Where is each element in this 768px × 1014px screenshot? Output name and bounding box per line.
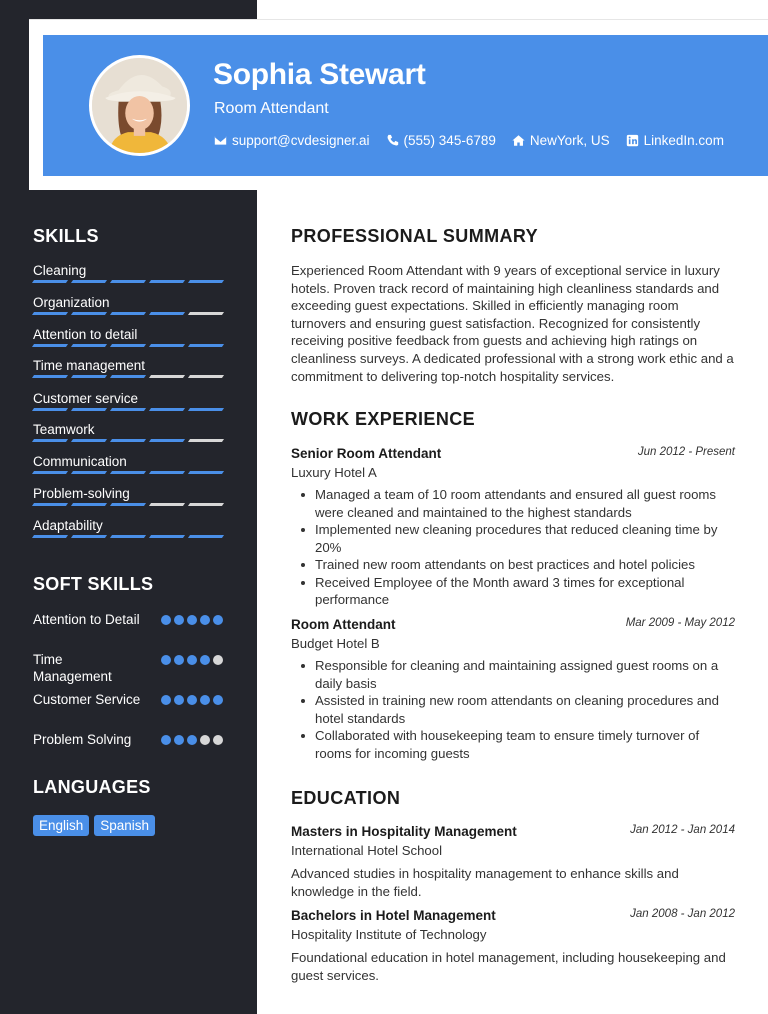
job-bullet: Implemented new cleaning procedures that reduced cleaning time by 20% xyxy=(291,521,735,556)
education-dates: Jan 2012 - Jan 2014 xyxy=(630,824,735,836)
degree-title: Masters in Hospitality Management xyxy=(291,824,517,839)
soft-skill-item xyxy=(33,611,223,628)
skills-heading: SKILLS xyxy=(33,226,99,246)
degree-title: Bachelors in Hotel Management xyxy=(291,908,496,923)
skill-label: Attention to detail xyxy=(33,327,138,342)
skill-bar-segment xyxy=(149,439,185,442)
education-header xyxy=(291,824,735,842)
job-header xyxy=(291,617,735,635)
skill-bar-segment xyxy=(149,408,185,411)
education-description: Foundational education in hotel management, including housekeeping and guest services. xyxy=(291,950,726,983)
job-dates: Jun 2012 - Present xyxy=(637,446,735,458)
linkedin-text: LinkedIn.com xyxy=(643,133,724,148)
job-bullet: Managed a team of 10 room attendants and ensured all guest rooms were cleaned and maintained to the highest standards xyxy=(291,486,735,521)
home-icon xyxy=(512,134,525,147)
skill-item xyxy=(33,295,223,310)
skill-bar-segment xyxy=(188,503,224,506)
skill-bar-segment xyxy=(71,439,107,442)
skill-item xyxy=(33,263,223,278)
skill-bar-segment xyxy=(71,503,107,506)
skill-bar-segment xyxy=(188,408,224,411)
rating-dot xyxy=(161,695,171,705)
skill-item xyxy=(33,422,223,437)
skill-item xyxy=(33,358,223,373)
contact-linkedin[interactable] xyxy=(626,133,724,148)
job-organization: Budget Hotel B xyxy=(291,636,380,651)
skill-bar xyxy=(33,439,223,442)
soft-skills-heading: SOFT SKILLS xyxy=(33,574,154,594)
skill-bar-segment xyxy=(32,344,68,347)
skill-bar-segment xyxy=(149,280,185,283)
skill-bar-segment xyxy=(149,312,185,315)
skill-bar-segment xyxy=(32,312,68,315)
job-entry xyxy=(291,617,735,762)
job-bullets xyxy=(291,657,735,762)
languages-heading: LANGUAGES xyxy=(33,777,151,797)
skill-bar-segment xyxy=(32,375,68,378)
skill-bar-segment xyxy=(110,535,146,538)
skill-bar-segment xyxy=(71,471,107,474)
rating-dot xyxy=(213,615,223,625)
skill-bar-segment xyxy=(110,375,146,378)
profile-photo xyxy=(92,58,187,153)
skill-bar xyxy=(33,471,223,474)
job-bullet: Assisted in training new room attendants on cleaning procedures and hotel standards xyxy=(291,692,735,727)
skill-bar-segment xyxy=(32,408,68,411)
skill-bar-segment xyxy=(110,503,146,506)
skill-bar-segment xyxy=(188,344,224,347)
skill-bar-segment xyxy=(188,535,224,538)
contact-row xyxy=(214,133,740,148)
rating-dot xyxy=(161,615,171,625)
skill-bar-segment xyxy=(188,280,224,283)
education-header xyxy=(291,908,735,926)
skill-bar xyxy=(33,312,223,315)
language-tag: English xyxy=(33,815,89,836)
rating-dot xyxy=(200,655,210,665)
skill-item xyxy=(33,518,223,533)
skill-bar-segment xyxy=(71,375,107,378)
job-bullet: Responsible for cleaning and maintaining assigned guest rooms on a daily basis xyxy=(291,657,735,692)
skill-bar-segment xyxy=(32,503,68,506)
candidate-name: Sophia Stewart xyxy=(213,58,426,91)
skill-bar-segment xyxy=(110,471,146,474)
skill-bar-segment xyxy=(32,471,68,474)
skill-bar-segment xyxy=(188,439,224,442)
skill-bar-segment xyxy=(110,408,146,411)
soft-skill-label: Problem Solving xyxy=(33,732,132,747)
job-title: Room Attendant xyxy=(291,617,396,632)
soft-skill-rating xyxy=(158,615,223,625)
skill-label: Communication xyxy=(33,454,127,469)
summary-text: Experienced Room Attendant with 9 years of exceptional service in luxury hotels. Proven track record of maintaining high cleanliness standards and exceeding guest expectations. Skilled in efficiently managing room turnovers and ensuring guest satisfaction. Recognized for consistently receiving positive feedback from guests and achieving high ratings on cleanliness surveys. A dedicated professional with a strong work ethic and a commitment to delivering top-notch hospitality services. xyxy=(291,263,734,384)
phone-text: (555) 345-6789 xyxy=(403,133,496,148)
job-bullet: Received Employee of the Month award 3 times for exceptional performance xyxy=(291,574,735,609)
rating-dot xyxy=(213,735,223,745)
skill-bar-segment xyxy=(188,375,224,378)
soft-skill-rating xyxy=(158,655,223,665)
rating-dot xyxy=(213,655,223,665)
education-dates: Jan 2008 - Jan 2012 xyxy=(630,908,735,920)
avatar xyxy=(89,55,190,156)
skill-bar-segment xyxy=(71,280,107,283)
rating-dot xyxy=(187,735,197,745)
skill-bar-segment xyxy=(71,535,107,538)
skill-item xyxy=(33,454,223,469)
skill-bar xyxy=(33,503,223,506)
skill-bar-segment xyxy=(110,439,146,442)
soft-skill-label: Attention to Detail xyxy=(33,612,140,627)
skill-bar-segment xyxy=(71,408,107,411)
location-text: NewYork, US xyxy=(529,133,610,148)
rating-dot xyxy=(174,655,184,665)
soft-skill-rating xyxy=(158,735,223,745)
rating-dot xyxy=(187,615,197,625)
job-organization: Luxury Hotel A xyxy=(291,465,377,480)
rating-dot xyxy=(187,655,197,665)
soft-skill-rating xyxy=(158,695,223,705)
skill-bar-segment xyxy=(149,375,185,378)
skill-bar xyxy=(33,535,223,538)
rating-dot xyxy=(200,735,210,745)
skill-bar-segment xyxy=(110,344,146,347)
education-entry xyxy=(291,824,735,900)
skill-label: Customer service xyxy=(33,391,139,406)
education-entry xyxy=(291,908,735,984)
skill-bar-segment xyxy=(149,503,185,506)
contact-email[interactable] xyxy=(214,133,370,148)
contact-phone[interactable] xyxy=(386,133,496,148)
email-text: support@cvdesigner.ai xyxy=(232,133,370,148)
language-tag: Spanish xyxy=(94,815,155,836)
skill-bar-segment xyxy=(149,535,185,538)
job-dates: Mar 2009 - May 2012 xyxy=(625,617,735,629)
rating-dot xyxy=(200,615,210,625)
school-name: Hospitality Institute of Technology xyxy=(291,927,487,942)
skill-bar xyxy=(33,344,223,347)
skill-bar-segment xyxy=(110,312,146,315)
skill-bar-segment xyxy=(110,280,146,283)
soft-skill-item xyxy=(33,651,223,685)
skill-item xyxy=(33,327,223,342)
skill-label: Problem-solving xyxy=(33,486,130,501)
skill-bar xyxy=(33,408,223,411)
skill-bar-segment xyxy=(188,312,224,315)
skill-bar xyxy=(33,280,223,283)
soft-skill-label: Time Management xyxy=(33,652,112,684)
job-title: Senior Room Attendant xyxy=(291,446,442,461)
skill-bar-segment xyxy=(188,471,224,474)
rating-dot xyxy=(174,615,184,625)
skill-label: Teamwork xyxy=(33,422,95,437)
soft-skill-item xyxy=(33,691,223,708)
skill-bar-segment xyxy=(149,471,185,474)
skill-item xyxy=(33,486,223,501)
rating-dot xyxy=(161,735,171,745)
school-name: International Hotel School xyxy=(291,843,443,858)
skill-bar-segment xyxy=(32,439,68,442)
experience-heading: WORK EXPERIENCE xyxy=(291,409,476,429)
candidate-role: Room Attendant xyxy=(214,100,329,117)
education-description: Advanced studies in hospitality management to enhance skills and knowledge in the field. xyxy=(291,866,679,899)
rating-dot xyxy=(200,695,210,705)
skill-item xyxy=(33,391,223,406)
job-bullets xyxy=(291,486,735,609)
rating-dot xyxy=(213,695,223,705)
skill-bar xyxy=(33,375,223,378)
education-heading: EDUCATION xyxy=(291,788,401,808)
job-entry xyxy=(291,446,735,609)
skill-label: Time management xyxy=(33,358,146,373)
skill-bar-segment xyxy=(32,535,68,538)
rating-dot xyxy=(187,695,197,705)
skill-bar-segment xyxy=(71,344,107,347)
rating-dot xyxy=(174,695,184,705)
skill-label: Adaptability xyxy=(33,518,103,533)
skill-label: Cleaning xyxy=(33,263,87,278)
rating-dot xyxy=(174,735,184,745)
skill-bar-segment xyxy=(71,312,107,315)
rating-dot xyxy=(161,655,171,665)
phone-icon xyxy=(386,134,399,147)
job-bullet: Collaborated with housekeeping team to ensure timely turnover of rooms for incoming guests xyxy=(291,727,735,762)
skill-bar-segment xyxy=(149,344,185,347)
envelope-icon xyxy=(214,134,227,147)
skill-bar-segment xyxy=(32,280,68,283)
summary-heading: PROFESSIONAL SUMMARY xyxy=(291,226,539,246)
soft-skill-label: Customer Service xyxy=(33,692,141,707)
languages-list xyxy=(33,815,160,836)
linkedin-icon xyxy=(626,134,639,147)
job-bullet: Trained new room attendants on best practices and hotel policies xyxy=(291,556,735,574)
job-header xyxy=(291,446,735,464)
contact-location xyxy=(512,133,610,148)
soft-skill-item xyxy=(33,731,223,748)
skill-label: Organization xyxy=(33,295,110,310)
